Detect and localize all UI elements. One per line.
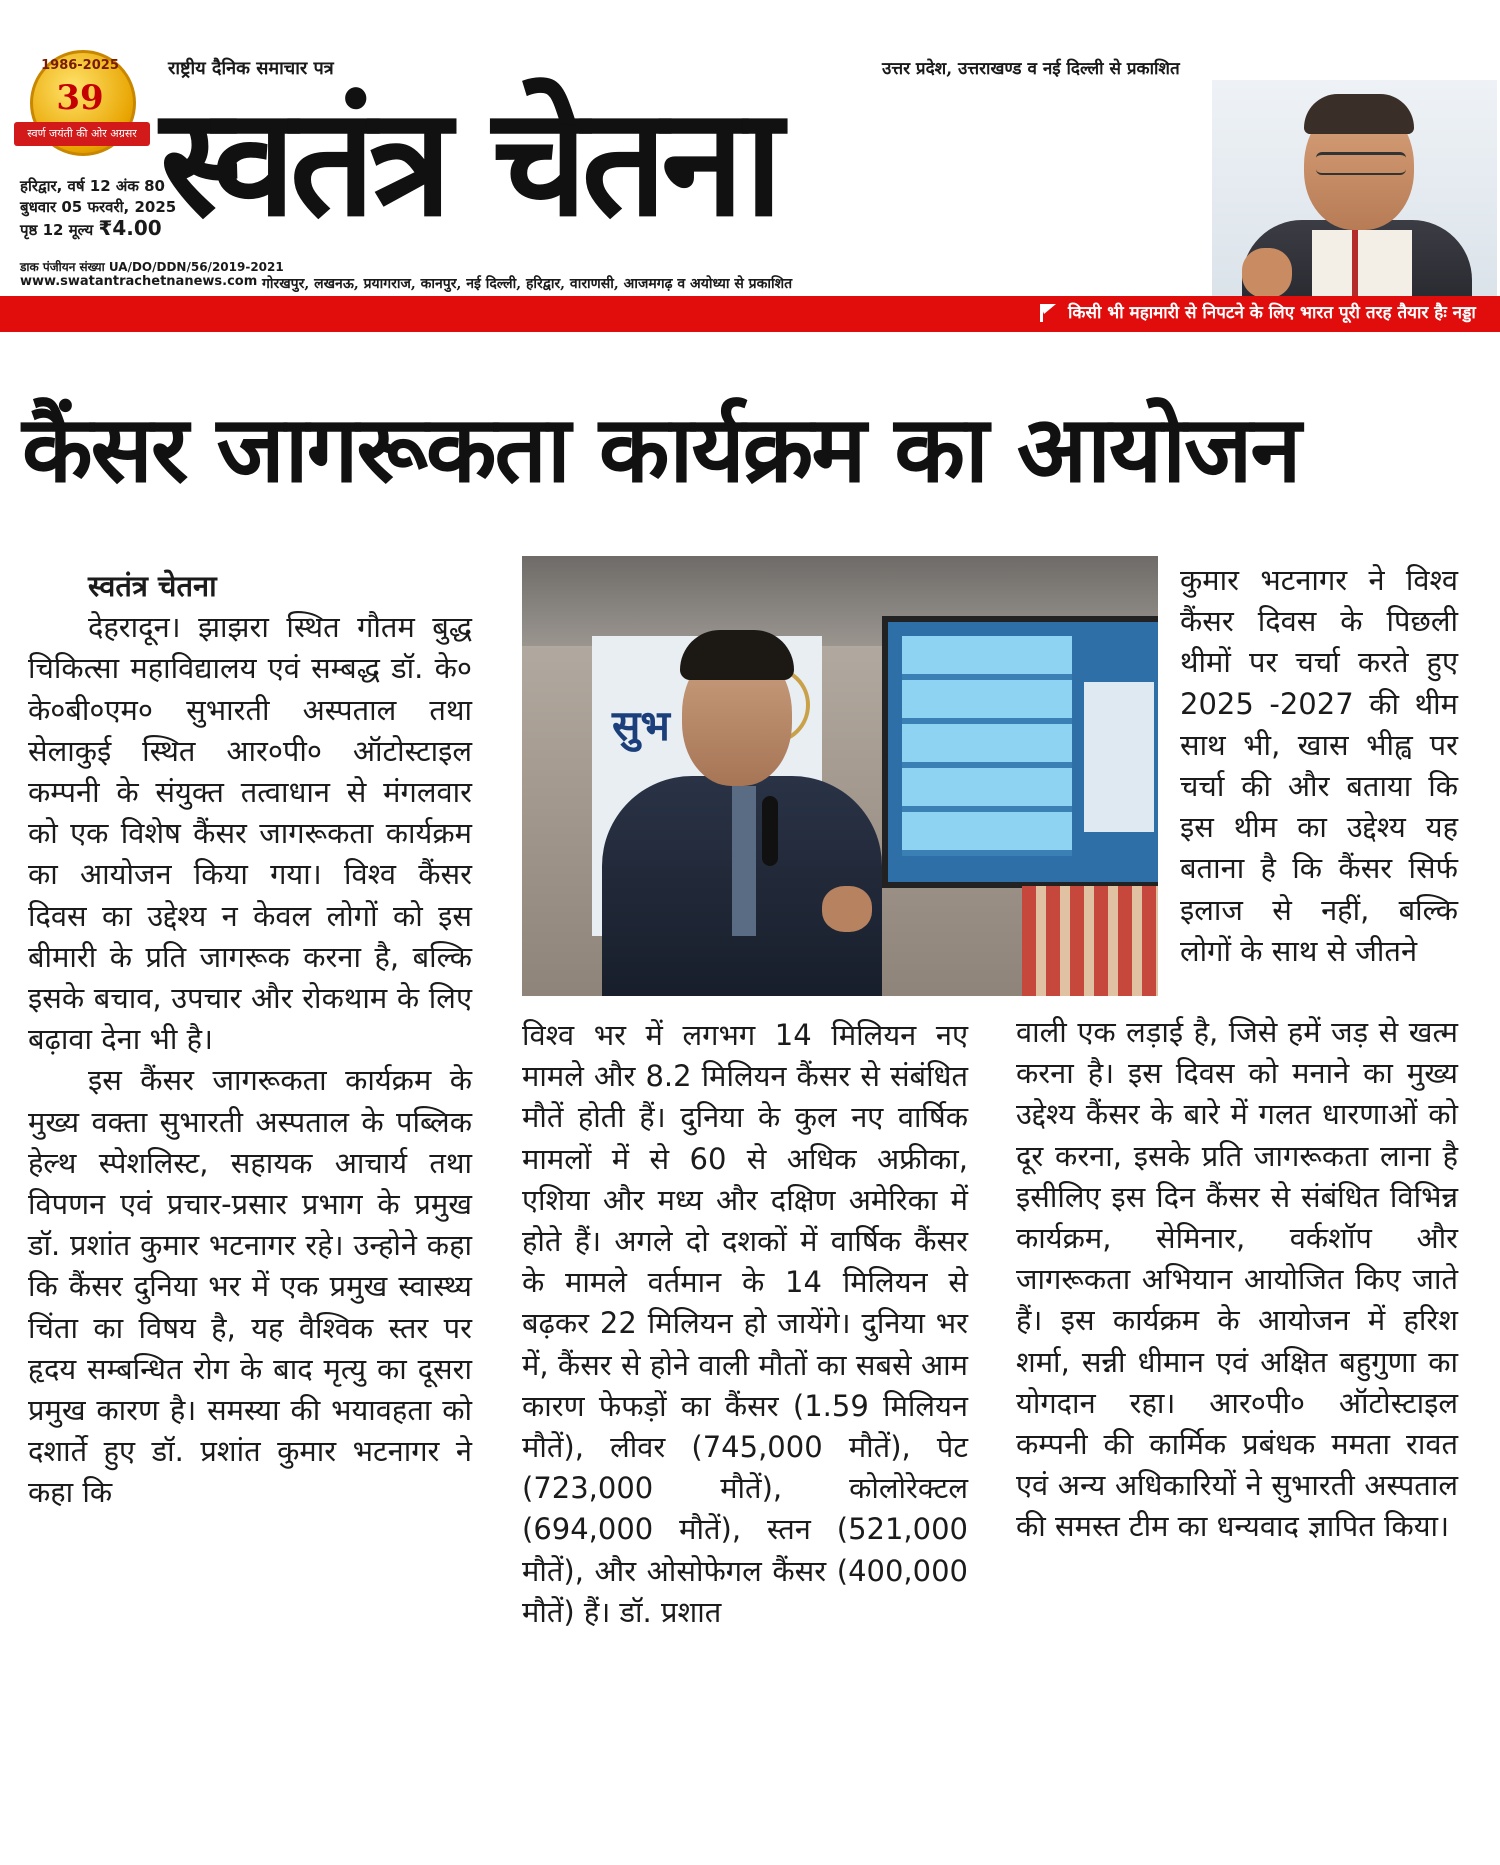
article-byline: स्वतंत्र चेतना [88,569,217,603]
publication-cities: गोरखपुर, लखनऊ, प्रयागराज, कानपुर, नई दिल्ली, हरिद्वार, वाराणसी, आजमगढ़ व अयोध्या से प्रकाशित [262,276,793,292]
flag-icon [1038,302,1058,324]
top-story-text[interactable]: किसी भी महामारी से निपटने के लिए भारत पूरी तरह तैयार हैः नड्डा [1068,303,1476,323]
tagline-left: राष्ट्रीय दैनिक समाचार पत्र [168,58,334,79]
article-headline: कैंसर जागरूकता कार्यक्रम का आयोजन [22,396,1300,503]
article-column-1 [28,566,472,1514]
paragraph: विश्व भर में लगभग 14 मिलियन नए मामले और 8.2 मिलियन कैंसर से संबंधित मौतें होती हैं। दुनिया के कुल नए वार्षिक मामलों में से 60 से अधिक अफ्रीका, एशिया और मध्य और दक्षिण अमेरिका में होते हैं। अगले दो दशकों में वार्षिक कैंसर के मामले वर्तमान के 14 मिलियन से बढ़कर 22 मिलियन हो जायेंगे। दुनिया भर में, कैंसर से होने वाली मौतों का सबसे आम कारण फेफड़ों का कैंसर (1.59 मिलियन मौतें), लीवर (745,000 मौतें), पेट (723,000 मौतें), कोलोरेक्टल (694,000 मौतें), स्तन (521,000 मौतें), और ओसोफेगल कैंसर (400,000 मौतें) हैं। डॉ. प्रशात [522,1018,968,1629]
badge-years: 1986-2025 [41,58,119,73]
paragraph: देहरादून। झाझरा स्थित गौतम बुद्ध चिकित्सा महाविद्यालय एवं सम्बद्ध डॉ. के० के०बी०एम० सुभारती अस्पताल तथा सेलाकुई स्थित आर०पी० ऑटोस्टाइल कम्पनी के संयुक्त तत्वाधान से मंगलवार को एक विशेष कैंसर जागरूकता कार्यक्रम का आयोजन किया गया। विश्व कैंसर दिवस का उद्देश्य न केवल लोगों को इस बीमारी के प्रति जागरूक करना है, बल्कि इसके बचाव, उपचार और रोकथाम के लिए बढ़ावा देना भी है। [28,610,472,1057]
badge-number: 39 [56,78,104,118]
leader-portrait [1212,80,1497,298]
paragraph: वाली एक लड़ाई है, जिसे हमें जड़ से खत्म करना है। इस दिवस को मनाने का मुख्य उद्देश्य कैंसर के बारे में गलत धारणाओं को दूर करना, इसके प्रति जागरूकता लाना है इसीलिए इस दिन कैंसर से संबंधित विभिन्न कार्यक्रम, सेमिनार, वर्कशॉप और जागरूकता अभियान आयोजित किए जाते हैं। इस कार्यक्रम के आयोजन में हरिश शर्मा, सन्नी धीमान एवं अक्षित बहुगुणा का योगदान रहा। आर०पी० ऑटोस्टाइल कम्पनी की कार्मिक प्रबंधक ममता रावत एवं अन्य अधिकारियों ने सुभारती अस्पताल की समस्त टीम का धन्यवाद ज्ञापित किया। [1016,1015,1458,1544]
issue-info [20,176,176,241]
anniversary-badge [18,50,153,160]
speaker-hair [680,630,794,680]
article-column-3-top [1180,560,1458,972]
issue-line-2: बुधवार 05 फरवरी, 2025 [20,198,177,216]
page-count: पृष्ठ 12 [20,221,64,239]
tagline-right: उत्तर प्रदेश, उत्तराखण्ड व नई दिल्ली से प्रकाशित [882,59,1180,79]
masthead [0,0,1500,300]
registration-number: डाक पंजीयन संख्या UA/DO/DDN/56/2019-2021 [20,260,284,274]
price-label: मूल्य [68,221,94,239]
portrait-hair [1304,94,1414,134]
newspaper-title: स्वतंत्र चेतना [160,74,778,250]
website-link[interactable]: www.swatantrachetnanews.com [20,274,258,289]
screen-slide-side [1084,682,1154,832]
portrait-scarf [1312,230,1412,298]
paragraph: इस कैंसर जागरूकता कार्यक्रम के मुख्य वक्ता सुभारती अस्पताल के पब्लिक हेल्थ स्पेशलिस्ट, सहायक आचार्य तथा विपणन एवं प्रचार-प्रसार प्रभाग के प्रमुख डॉ. प्रशांत कुमार भटनागर रहे। उन्होने कहा कि कैंसर दुनिया भर में एक प्रमुख स्वास्थ्य चिंता का विषय है, यह वैश्विक स्तर पर हृदय सम्बन्धित रोग के बाद मृत्यु का दूसरा प्रमुख कारण है। समस्या की भयावहता को दशार्ते हुए डॉ. प्रशांत कुमार भटनागर ने कहा कि [28,1063,472,1510]
screen-slide-rows [902,636,1072,856]
photo-background-person [1022,886,1158,996]
presentation-screen [882,616,1158,888]
photo-banner-text: सुभ [612,701,670,750]
microphone-icon [762,796,778,866]
top-story-bar [0,296,1500,332]
badge-ribbon: स्वर्ण जयंती की ओर अग्रसर [14,122,150,146]
article-column-2 [522,1015,968,1633]
issue-line-1: हरिद्वार, वर्ष 12 अंक 80 [20,177,165,195]
speaker-lanyard [732,786,756,936]
portrait-hand [1242,248,1292,298]
article-column-3-bottom [1016,1012,1458,1548]
speaker-hand [822,886,872,932]
portrait-glasses [1316,152,1406,175]
price: ₹4.00 [98,216,162,240]
event-photo [522,556,1158,996]
issue-line-3 [20,218,176,241]
paragraph: कुमार भटनागर ने विश्व कैंसर दिवस के पिछली थीमों पर चर्चा करते हुए 2025 -2027 की थीम साथ भी, खास भीह्व पर चर्चा की और बताया कि इस थीम का उद्देश्य यह बताना है कि कैंसर सिर्फ इलाज से नहीं, बल्कि लोगों के साथ से जीतने [1180,563,1458,968]
